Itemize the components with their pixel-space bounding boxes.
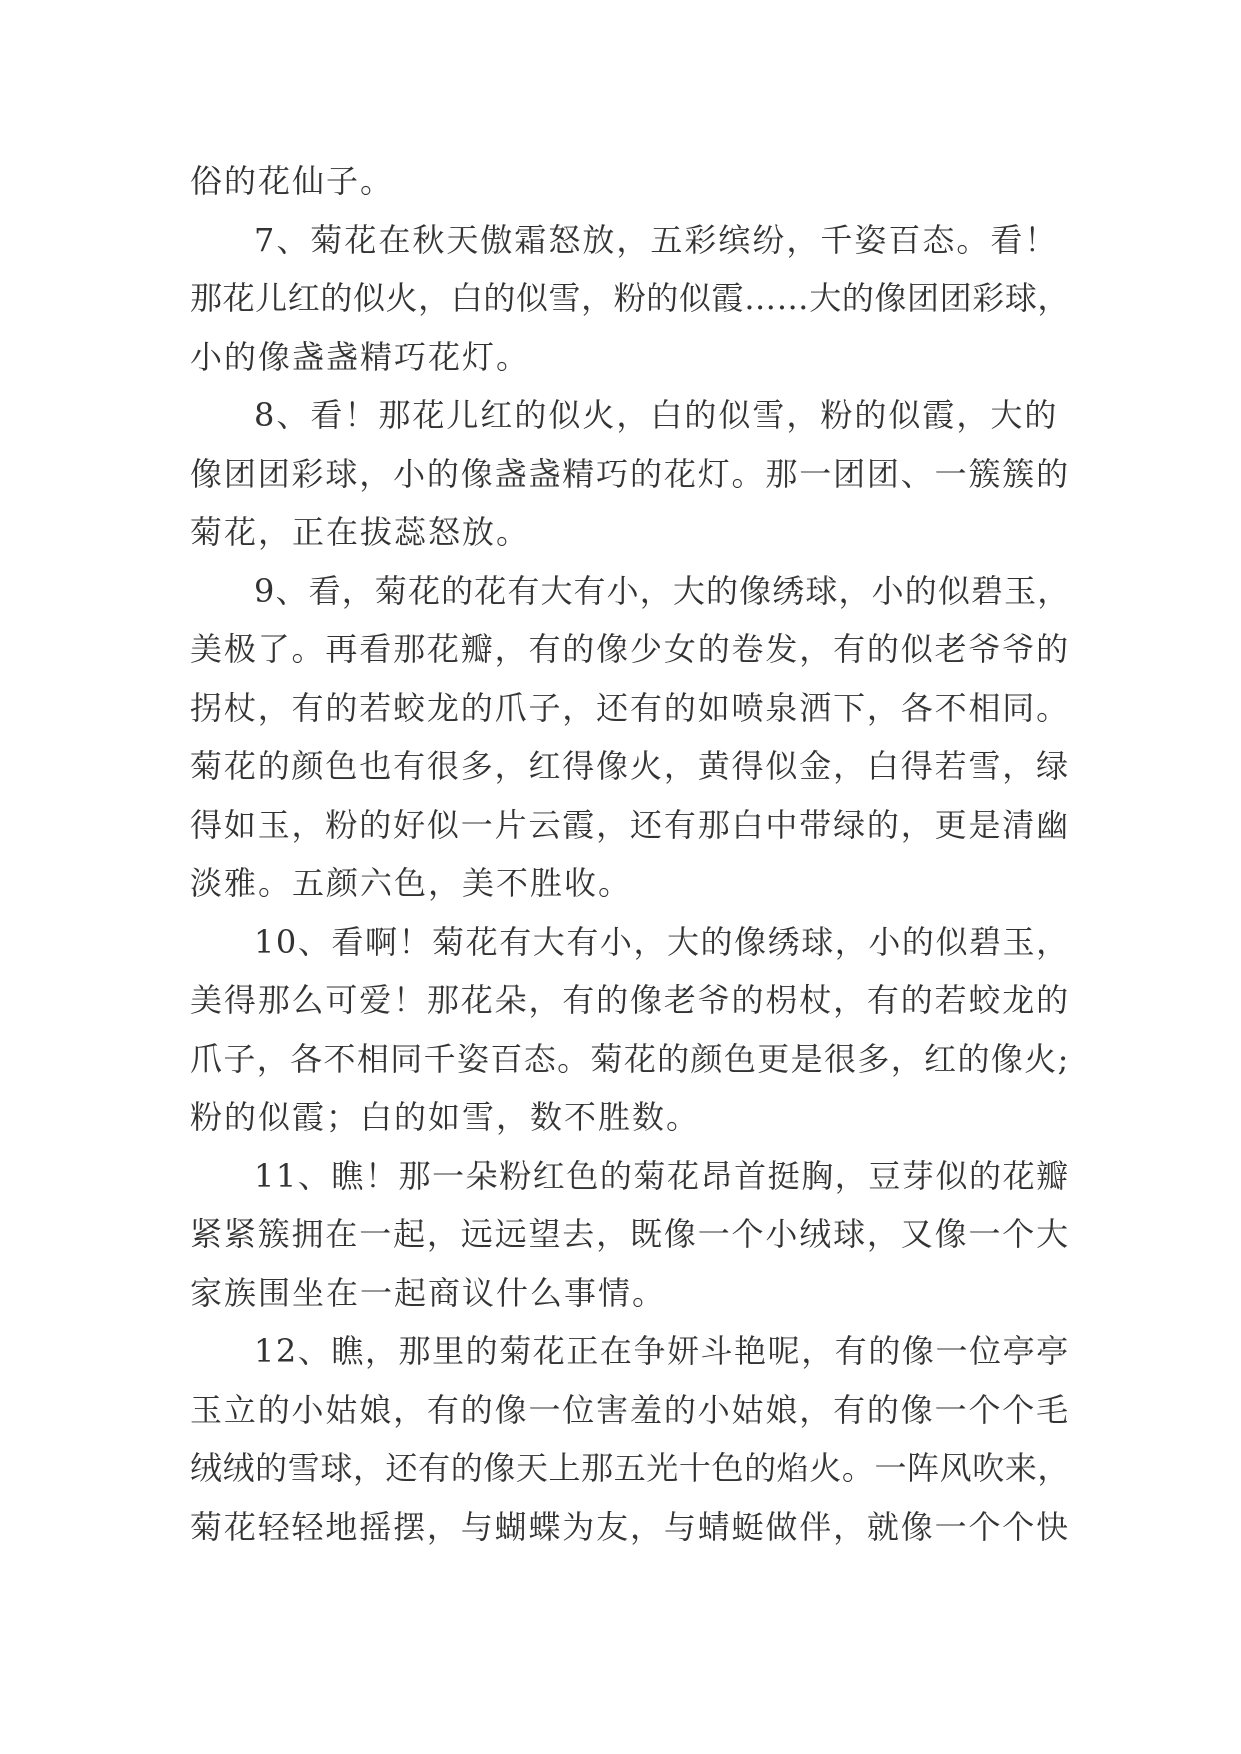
text-line: 绒绒的雪球，还有的像天上那五光十色的焰火。一阵风吹来， — [190, 1449, 1071, 1487]
text-line: 拐杖，有的若蛟龙的爪子，还有的如喷泉洒下，各不相同。 — [190, 688, 1071, 727]
text-line: 美得那么可爱！那花朵，有的像老爷的枴杖，有的若蛟龙的 — [190, 981, 1071, 1019]
text-line: 粉的似霞；白的如雪，数不胜数。 — [190, 1098, 701, 1136]
text-line: 菊花，正在拔蕊怒放。 — [190, 513, 531, 551]
text-line: 爪子，各不相同千姿百态。菊花的颜色更是很多，红的像火; — [190, 1039, 1070, 1078]
text-line: 10、看啊！菊花有大有小，大的像绣球，小的似碧玉， — [254, 922, 1070, 961]
text-line: 得如玉，粉的好似一片云霞，还有那白中带绿的，更是清幽 — [190, 805, 1071, 844]
text-line: 俗的花仙子。 — [190, 162, 395, 200]
text-line: 12、瞧，那里的菊花正在争妍斗艳呢，有的像一位亭亭 — [254, 1332, 1070, 1370]
text-line: 淡雅。五颜六色，美不胜收。 — [190, 864, 633, 902]
text-line: 玉立的小姑娘，有的像一位害羞的小姑娘，有的像一个个毛 — [190, 1390, 1071, 1429]
text-line: 小的像盏盏精巧花灯。 — [190, 337, 531, 376]
text-line: 像团团彩球，小的像盏盏精巧的花灯。那一团团、一簇簇的 — [190, 454, 1071, 493]
text-line: 11、瞧！那一朵粉红色的菊花昂首挺胸，豆芽似的花瓣 — [254, 1156, 1070, 1195]
document-body — [190, 152, 1070, 1556]
text-line: 菊花轻轻地摇摆，与蝴蝶为友，与蜻蜓做伴，就像一个个快 — [190, 1507, 1071, 1546]
text-line: 紧紧簇拥在一起，远远望去，既像一个小绒球，又像一个大 — [190, 1215, 1071, 1253]
text-line: 美极了。再看那花瓣，有的像少女的卷发，有的似老爷爷的 — [190, 630, 1071, 668]
text-line: 菊花的颜色也有很多，红得像火，黄得似金，白得若雪，绿 — [190, 747, 1071, 785]
text-line: 那花儿红的似火，白的似雪，粉的似霞……大的像团团彩球， — [190, 279, 1071, 317]
text-line: 9、看，菊花的花有大有小，大的像绣球，小的似碧玉， — [254, 571, 1071, 610]
text-line: 家族围坐在一起商议什么事情。 — [190, 1273, 667, 1312]
text-line: 7、菊花在秋天傲霜怒放，五彩缤纷，千姿百态。看！ — [254, 220, 1059, 259]
text-line: 8、看！那花儿红的似火，白的似雪，粉的似霞，大的 — [254, 396, 1059, 434]
